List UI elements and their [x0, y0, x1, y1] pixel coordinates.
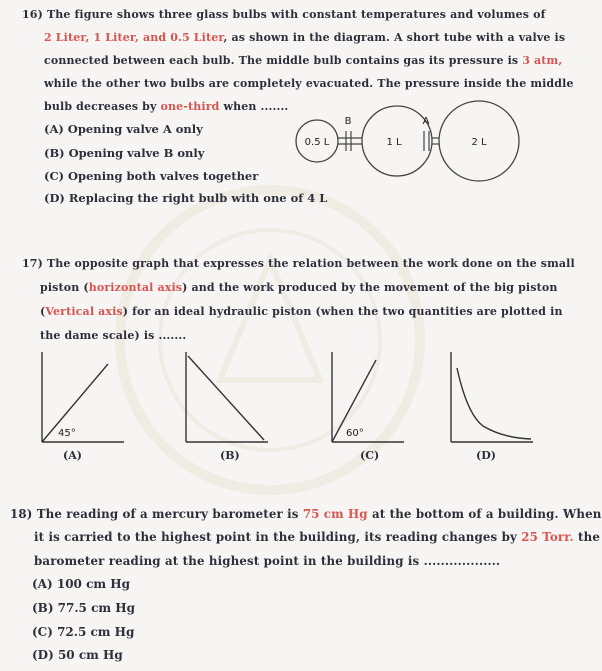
- bulbs-diagram: [292, 100, 527, 182]
- valve-a-label: A: [422, 116, 430, 127]
- q17-line-2: [40, 281, 557, 294]
- graph-d-label: (D): [476, 449, 496, 462]
- q18-line-1-post: at the bottom of a building. When: [367, 507, 602, 521]
- q18-line-2: [34, 530, 600, 544]
- q18-option-c[interactable]: (C) 72.5 cm Hg: [32, 625, 135, 639]
- q18-line-2-post: the: [573, 530, 600, 544]
- q17-line-3: [40, 305, 563, 318]
- q18-option-d[interactable]: (D) 50 cm Hg: [32, 648, 123, 662]
- q18-line-1: [10, 507, 602, 521]
- graph-b-line: [188, 356, 264, 440]
- graph-c[interactable]: [326, 350, 406, 445]
- q17-line-2-post: ) and the work produced by the movement of the big piston: [182, 281, 558, 294]
- valve-b-label: B: [344, 116, 352, 127]
- q16-line-4: while the other two bulbs are completely evacuated. The pressure inside the middle: [44, 77, 574, 90]
- graph-c-angle: 60°: [346, 428, 364, 439]
- q17-horizontal-axis: horizontal axis: [88, 281, 183, 294]
- q16-line-2: [44, 31, 565, 44]
- q16-line-5-post: when .......: [219, 100, 289, 113]
- q18-line-1-pre: 18) The reading of a mercury barometer is: [10, 507, 303, 521]
- graph-d[interactable]: [445, 350, 534, 445]
- q16-line-3: [44, 54, 562, 67]
- q17-vertical-axis: Vertical axis: [45, 305, 123, 318]
- q16-option-c[interactable]: (C) Opening both valves together: [44, 169, 259, 183]
- graph-a-angle: 45°: [58, 428, 76, 439]
- q16-line-5-pre: bulb decreases by: [44, 100, 161, 113]
- q16-line-2-rest: , as shown in the diagram. A short tube with a valve is: [223, 31, 566, 44]
- q18-line-2-pre: it is carried to the highest point in the building, its reading changes by: [34, 530, 522, 544]
- q16-line-3-pre: connected between each bulb. The middle bulb contains gas its pressure is: [44, 54, 523, 67]
- graph-a-label: (A): [63, 449, 82, 462]
- q18-line-3: barometer reading at the highest point in the building is ..................: [34, 554, 501, 568]
- q17-line-3-post: ) for an ideal hydraulic piston (when the two quantities are plotted in: [122, 305, 563, 318]
- bulb-large-label: 2 L: [471, 137, 487, 148]
- q18-option-a[interactable]: (A) 100 cm Hg: [32, 577, 130, 591]
- q16-line-1: 16) The figure shows three glass bulbs with constant temperatures and volumes of: [22, 8, 546, 21]
- graph-a[interactable]: [36, 350, 126, 445]
- q17-line-3-pre: (: [40, 305, 46, 318]
- q16-volumes: 2 Liter, 1 Liter, and 0.5 Liter: [44, 31, 224, 44]
- graph-d-curve: [457, 368, 531, 439]
- q16-option-a[interactable]: (A) Opening valve A only: [44, 122, 203, 136]
- q16-line-5: [44, 100, 288, 113]
- q16-pressure: 3 atm,: [522, 54, 563, 67]
- graph-b-label: (B): [220, 449, 240, 462]
- q18-option-b[interactable]: (B) 77.5 cm Hg: [32, 601, 135, 615]
- bulb-small-label: 0.5 L: [304, 137, 330, 148]
- bulb-medium-label: 1 L: [386, 137, 402, 148]
- q16-option-b[interactable]: (B) Opening valve B only: [44, 146, 205, 160]
- q18-change: 25 Torr.: [521, 530, 574, 544]
- q16-option-d[interactable]: (D) Replacing the right bulb with one of 4 L: [44, 191, 328, 205]
- graph-b[interactable]: [180, 350, 270, 445]
- q17-line-4: the dame scale) is .......: [40, 329, 187, 342]
- q18-bottom-reading: 75 cm Hg: [302, 507, 368, 521]
- q16-fraction: one-third: [160, 100, 220, 113]
- graph-c-label: (C): [360, 449, 380, 462]
- q17-line-2-pre: piston (: [40, 281, 89, 294]
- q17-line-1: 17) The opposite graph that expresses the relation between the work done on the small: [22, 257, 575, 270]
